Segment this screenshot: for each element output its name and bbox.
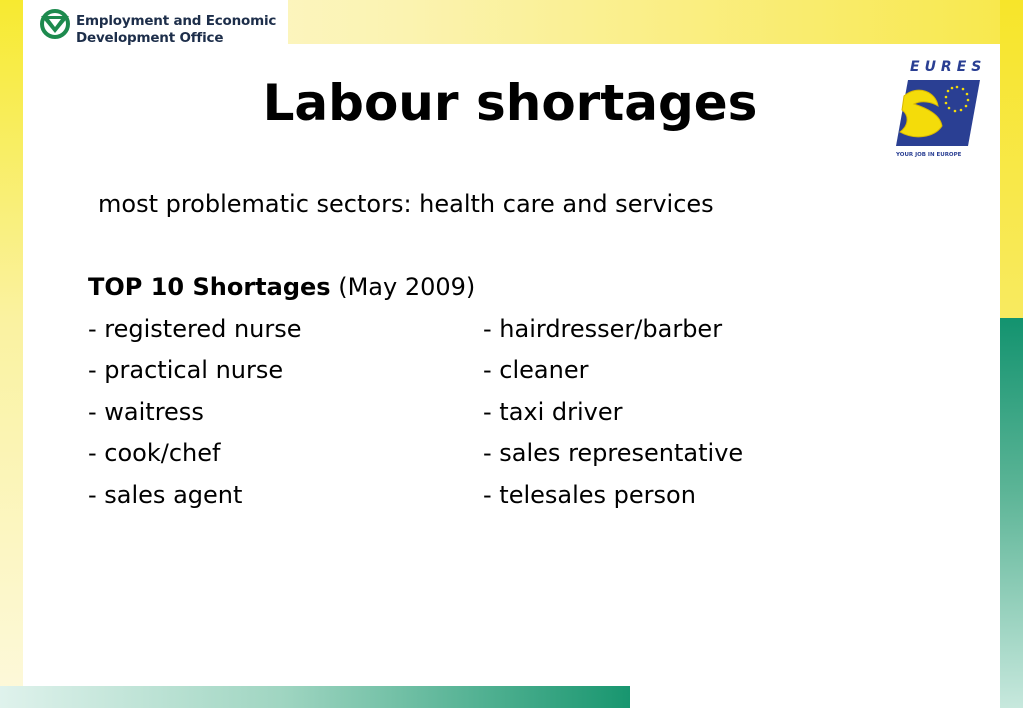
list-heading-date: (May 2009): [330, 273, 476, 301]
eures-tagline: YOUR JOB IN EUROPE: [896, 152, 962, 158]
slide-title: Labour shortages: [262, 74, 758, 132]
organization-name-line-1: Employment and Economic: [76, 13, 277, 29]
left-gradient-band: [0, 0, 23, 708]
right-green-band: [1000, 318, 1023, 708]
eures-wordmark: EURES: [910, 59, 987, 75]
shortage-left-item-4: - cook/chef: [88, 439, 221, 467]
eures-logo: [888, 54, 988, 164]
shortage-left-item-2: - practical nurse: [88, 356, 284, 384]
list-heading: [88, 272, 475, 302]
organization-name-line-2: Development Office: [76, 30, 224, 46]
shortage-right-item-3: - taxi driver: [483, 398, 623, 426]
subtitle: most problematic sectors: health care and services: [98, 190, 714, 218]
shortage-right-item-4: - sales representative: [483, 439, 744, 467]
bottom-green-band: [0, 686, 630, 708]
shortage-left-item-1: - registered nurse: [88, 315, 302, 343]
shortage-left-item-5: - sales agent: [88, 481, 243, 509]
shortage-right-item-2: - cleaner: [483, 356, 589, 384]
right-yellow-band: [1000, 0, 1023, 318]
shortage-right-item-1: - hairdresser/barber: [483, 315, 723, 343]
list-heading-bold: TOP 10 Shortages: [88, 273, 331, 301]
shortage-right-item-5: - telesales person: [483, 481, 696, 509]
organization-name: [76, 13, 276, 47]
employment-office-logo-icon: [38, 9, 72, 39]
shortage-left-item-3: - waitress: [88, 398, 204, 426]
